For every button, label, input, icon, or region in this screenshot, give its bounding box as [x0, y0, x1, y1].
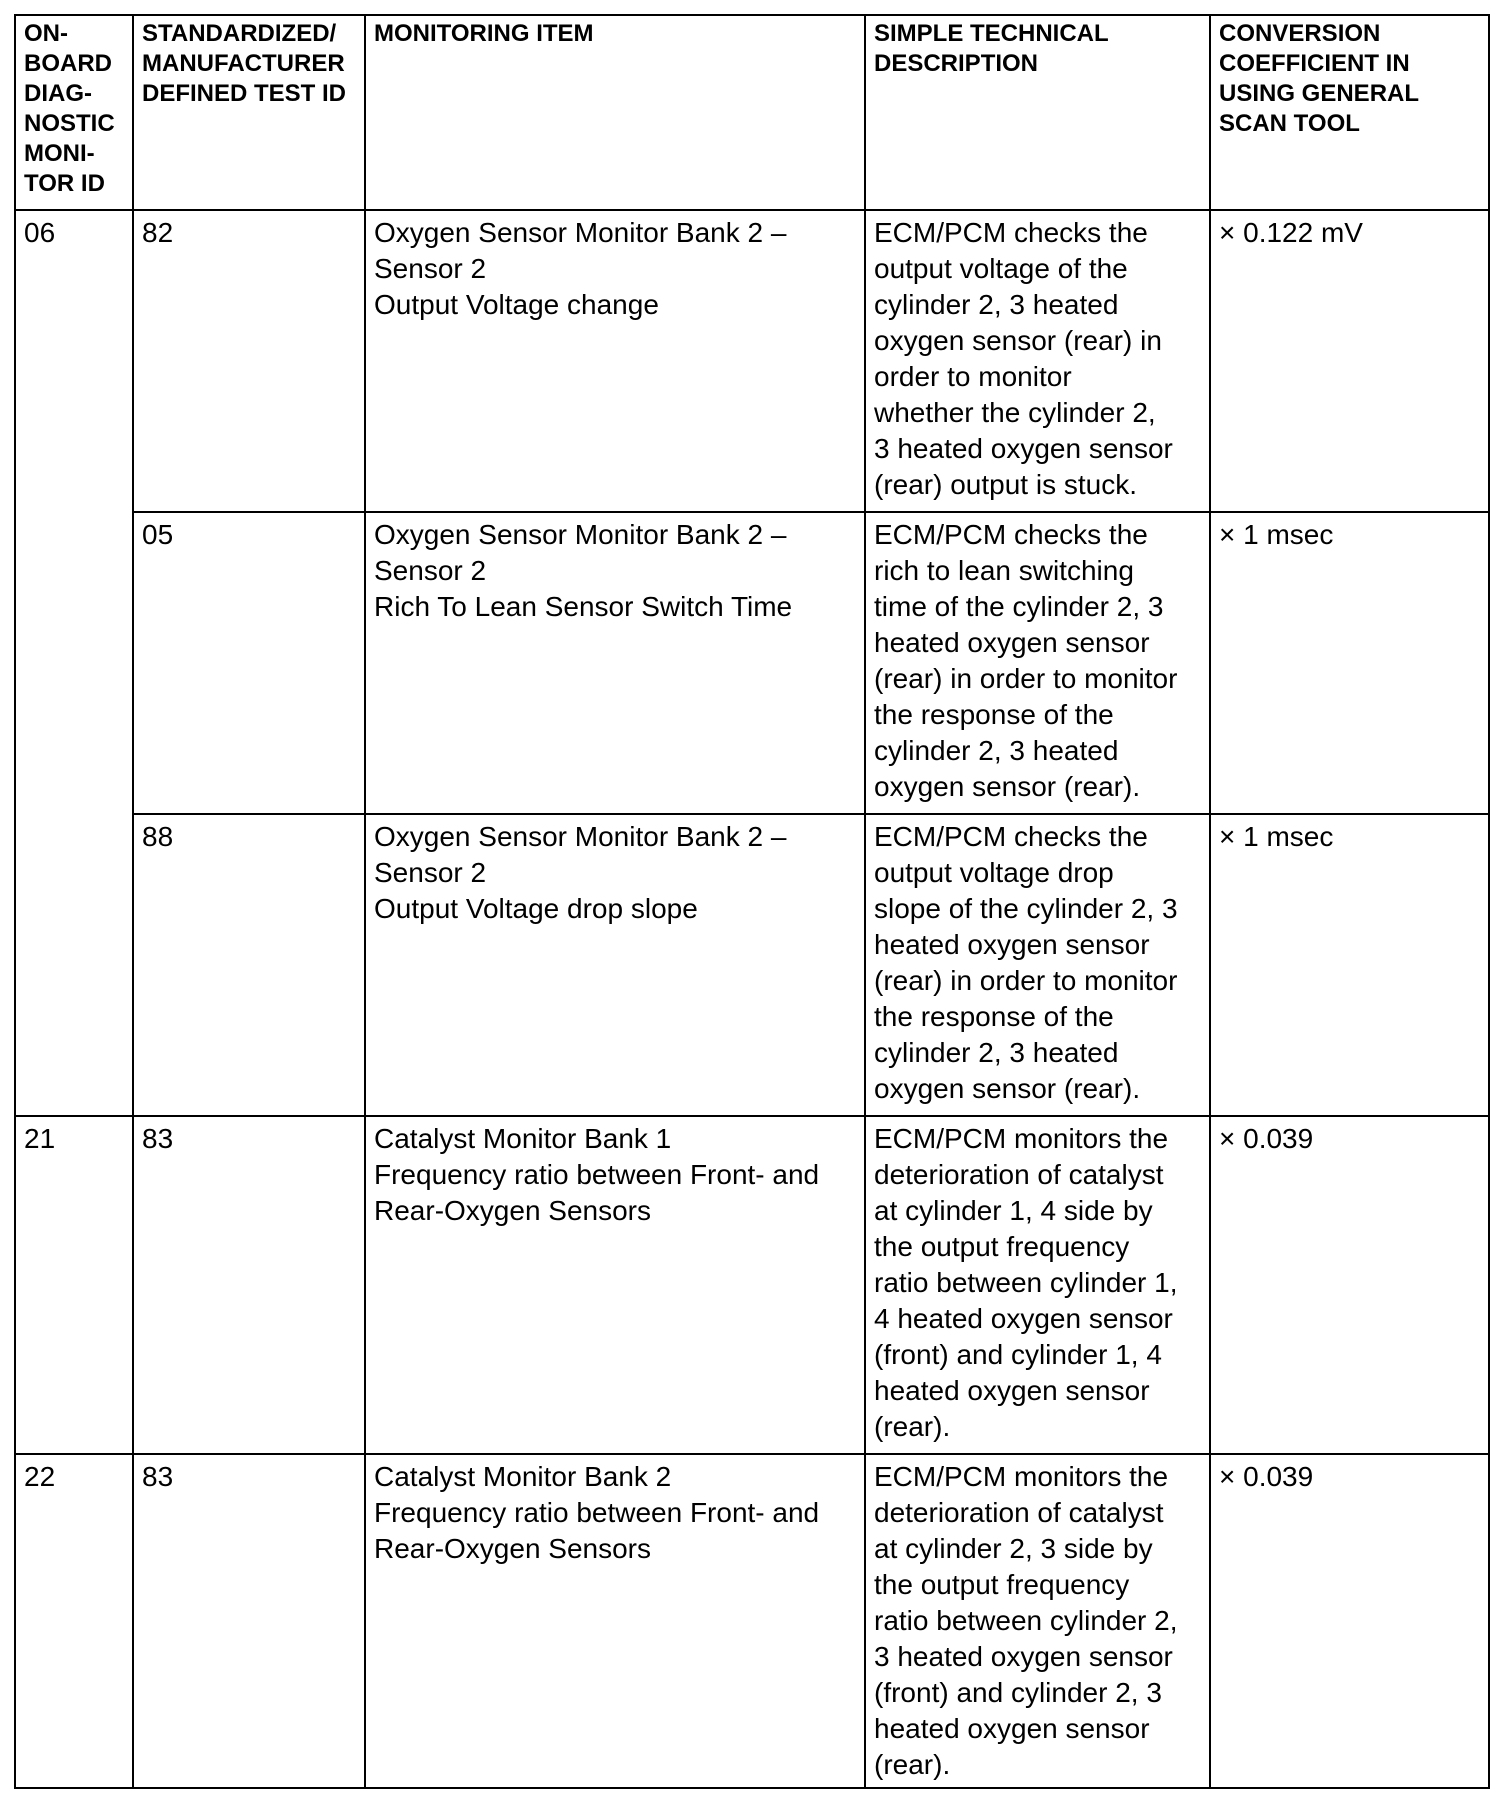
monitor-id-cell: 21 [15, 1116, 133, 1454]
description-line: output voltage of the [874, 253, 1128, 284]
header-monitoring-item: MONITORING ITEM [365, 15, 865, 210]
description-line: (rear) in order to monitor [874, 965, 1178, 996]
description-line: (front) and cylinder 1, 4 [874, 1339, 1162, 1370]
monitoring-item-cell [365, 1454, 865, 1788]
header-row [15, 15, 1489, 210]
monitoring-item-cell [365, 814, 865, 1116]
item-line: Rear-Oxygen Sensors [374, 1195, 652, 1226]
description-line: 3 heated oxygen sensor [874, 1641, 1173, 1672]
description-line: (rear). [874, 1411, 951, 1442]
description-line: 4 heated oxygen sensor [874, 1303, 1173, 1334]
obd-monitor-table [14, 14, 1490, 1789]
coefficient-cell: × 0.039 [1210, 1116, 1489, 1454]
item-line: Rear-Oxygen Sensors [374, 1533, 652, 1564]
coefficient-cell: × 1 msec [1210, 814, 1489, 1116]
description-cell [865, 1116, 1210, 1454]
description-line: heated oxygen sensor [874, 929, 1150, 960]
table-row [15, 210, 1489, 512]
item-line: Oxygen Sensor Monitor Bank 2 – [374, 519, 787, 550]
item-line: Sensor 2 [374, 253, 487, 284]
monitor-id-cell: 22 [15, 1454, 133, 1788]
description-line: (rear) in order to monitor [874, 663, 1178, 694]
description-line: at cylinder 1, 4 side by [874, 1195, 1153, 1226]
description-line: order to monitor [874, 361, 1072, 392]
table-row [15, 1116, 1489, 1454]
description-line: slope of the cylinder 2, 3 [874, 893, 1178, 924]
description-line: rich to lean switching [874, 555, 1134, 586]
item-line: Oxygen Sensor Monitor Bank 2 – [374, 217, 787, 248]
description-line: 3 heated oxygen sensor [874, 433, 1173, 464]
description-line: oxygen sensor (rear). [874, 771, 1141, 802]
description-line: deterioration of catalyst [874, 1497, 1164, 1528]
table-header [15, 15, 1489, 210]
item-line: Oxygen Sensor Monitor Bank 2 – [374, 821, 787, 852]
item-line: Output Voltage change [374, 289, 659, 320]
item-line: Output Voltage drop slope [374, 893, 698, 924]
item-line: Catalyst Monitor Bank 1 [374, 1123, 672, 1154]
monitor-id-cell: 06 [15, 210, 133, 1116]
description-line: (rear) output is stuck. [874, 469, 1137, 500]
description-line: cylinder 2, 3 heated [874, 735, 1119, 766]
coefficient-cell: × 0.122 mV [1210, 210, 1489, 512]
coefficient-cell: × 1 msec [1210, 512, 1489, 814]
header-coefficient: CONVERSION COEFFICIENT IN USING GENERAL SCAN TOOL [1210, 15, 1489, 210]
description-line: heated oxygen sensor [874, 1713, 1150, 1744]
description-line: ratio between cylinder 1, [874, 1267, 1178, 1298]
description-line: ECM/PCM monitors the [874, 1461, 1169, 1492]
item-line: Sensor 2 [374, 857, 487, 888]
item-line: Frequency ratio between Front- and [374, 1159, 820, 1190]
description-cell [865, 1454, 1210, 1788]
coefficient-cell: × 0.039 [1210, 1454, 1489, 1788]
item-line: Rich To Lean Sensor Switch Time [374, 591, 793, 622]
description-line: at cylinder 2, 3 side by [874, 1533, 1153, 1564]
description-line: (rear). [874, 1749, 951, 1780]
item-line: Catalyst Monitor Bank 2 [374, 1461, 672, 1492]
description-line: the output frequency [874, 1231, 1130, 1262]
description-line: whether the cylinder 2, [874, 397, 1156, 428]
monitoring-item-cell [365, 210, 865, 512]
description-cell [865, 814, 1210, 1116]
description-line: (front) and cylinder 2, 3 [874, 1677, 1162, 1708]
test-id-cell: 83 [133, 1116, 365, 1454]
description-line: the output frequency [874, 1569, 1130, 1600]
description-line: cylinder 2, 3 heated [874, 1037, 1119, 1068]
description-line: heated oxygen sensor [874, 1375, 1150, 1406]
item-line: Frequency ratio between Front- and [374, 1497, 820, 1528]
item-line: Sensor 2 [374, 555, 487, 586]
description-line: oxygen sensor (rear) in [874, 325, 1162, 356]
table-body [15, 210, 1489, 1788]
description-line: heated oxygen sensor [874, 627, 1150, 658]
header-description: SIMPLE TECHNICAL DESCRIPTION [865, 15, 1210, 210]
header-test-id: STANDARDIZED/ MANUFACTURER DEFINED TEST ID [133, 15, 365, 210]
monitoring-item-cell [365, 512, 865, 814]
description-line: the response of the [874, 699, 1114, 730]
description-line: deterioration of catalyst [874, 1159, 1164, 1190]
description-line: oxygen sensor (rear). [874, 1073, 1141, 1104]
description-line: time of the cylinder 2, 3 [874, 591, 1164, 622]
description-cell [865, 512, 1210, 814]
table-row [15, 512, 1489, 814]
table-row [15, 1454, 1489, 1788]
description-cell [865, 210, 1210, 512]
description-line: ECM/PCM checks the [874, 821, 1148, 852]
description-line: cylinder 2, 3 heated [874, 289, 1119, 320]
table-row [15, 814, 1489, 1116]
test-id-cell: 82 [133, 210, 365, 512]
header-monitor-id: ON- BOARD DIAG- NOSTIC MONI- TOR ID [15, 15, 133, 210]
monitoring-item-cell [365, 1116, 865, 1454]
description-line: the response of the [874, 1001, 1114, 1032]
description-line: ECM/PCM checks the [874, 519, 1148, 550]
test-id-cell: 83 [133, 1454, 365, 1788]
description-line: output voltage drop [874, 857, 1114, 888]
description-line: ECM/PCM checks the [874, 217, 1148, 248]
description-line: ECM/PCM monitors the [874, 1123, 1169, 1154]
description-line: ratio between cylinder 2, [874, 1605, 1178, 1636]
test-id-cell: 88 [133, 814, 365, 1116]
test-id-cell: 05 [133, 512, 365, 814]
